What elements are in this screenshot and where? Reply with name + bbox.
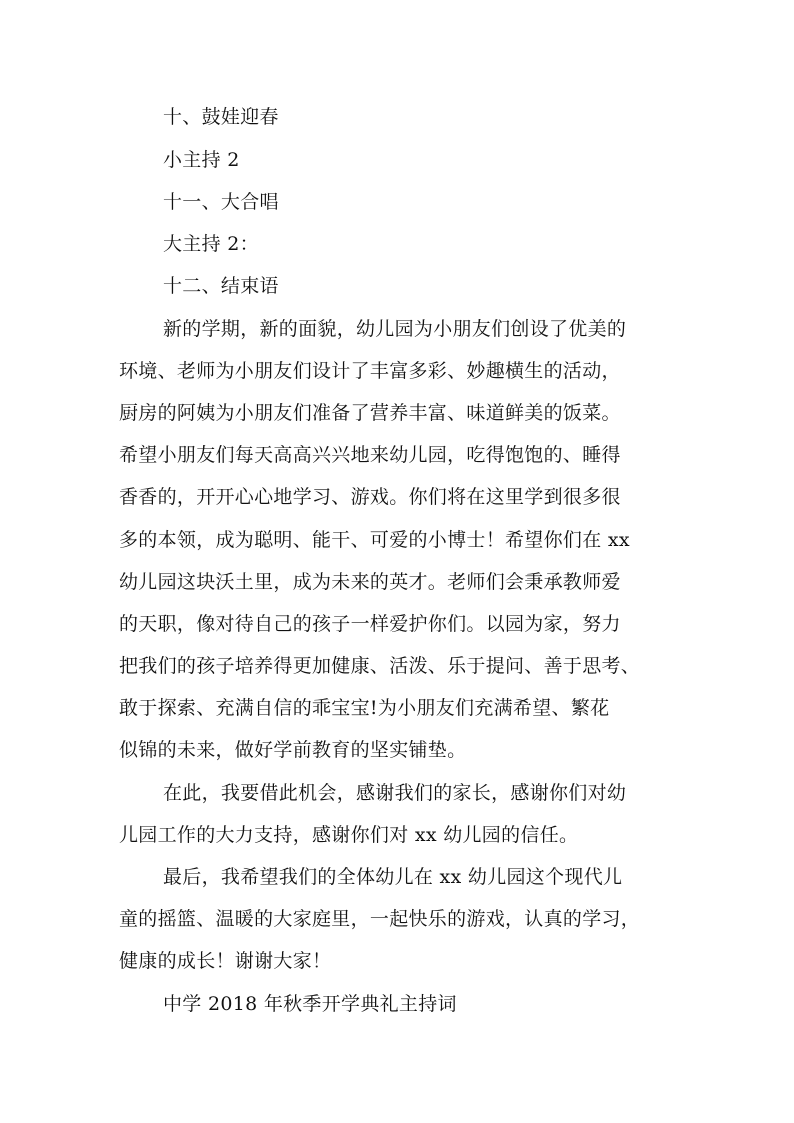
paragraph-1-line: 幼儿园这块沃土里，成为未来的英才。老师们会秉承教师爱 (119, 571, 621, 593)
paragraph-1-line: 的天职，像对待自己的孩子一样爱护你们。以园为家，努力 (119, 613, 621, 635)
host-label-small-2: 小主持 2 (163, 149, 240, 171)
paragraph-1-line: 新的学期，新的面貌，幼儿园为小朋友们创设了优美的 (163, 318, 627, 340)
paragraph-1-line: 把我们的孩子培养得更加健康、活泼、乐于提问、善于思考、 (119, 655, 641, 677)
heading-item-12: 十二、结束语 (163, 275, 279, 297)
paragraph-3-line: 最后，我希望我们的全体幼儿在 xx 幼儿园这个现代儿 (163, 866, 623, 888)
paragraph-1-line: 希望小朋友们每天高高兴兴地来幼儿园，吃得饱饱的、睡得 (119, 444, 621, 466)
paragraph-1-line: 环境、老师为小朋友们设计了丰富多彩、妙趣横生的活动， (119, 360, 621, 382)
heading-item-11: 十一、大合唱 (163, 191, 279, 213)
paragraph-2-line: 儿园工作的大力支持，感谢你们对 xx 幼儿园的信任。 (119, 824, 579, 846)
paragraph-3-line: 健康的成长！谢谢大家！ (119, 950, 332, 972)
paragraph-1-line: 厨房的阿姨为小朋友们准备了营养丰富、味道鲜美的饭菜。 (119, 402, 621, 424)
heading-item-10: 十、鼓娃迎春 (163, 106, 279, 128)
paragraph-1-line: 多的本领，成为聪明、能干、可爱的小博士！希望你们在 xx (119, 529, 630, 551)
paragraph-1-line: 似锦的未来，做好学前教育的坚实铺垫。 (119, 739, 467, 761)
next-section-title: 中学 2018 年秋季开学典礼主持词 (163, 993, 457, 1015)
paragraph-1-line: 香香的，开开心心地学习、游戏。你们将在这里学到很多很 (119, 486, 621, 508)
paragraph-3-line: 童的摇篮、温暖的大家庭里，一起快乐的游戏，认真的学习， (119, 908, 641, 930)
paragraph-2-line: 在此，我要借此机会，感谢我们的家长，感谢你们对幼 (163, 782, 627, 804)
paragraph-1-line: 敢于探索、充满自信的乖宝宝!为小朋友们充满希望、繁花 (119, 697, 610, 719)
host-label-big-2: 大主持 2： (163, 233, 259, 255)
